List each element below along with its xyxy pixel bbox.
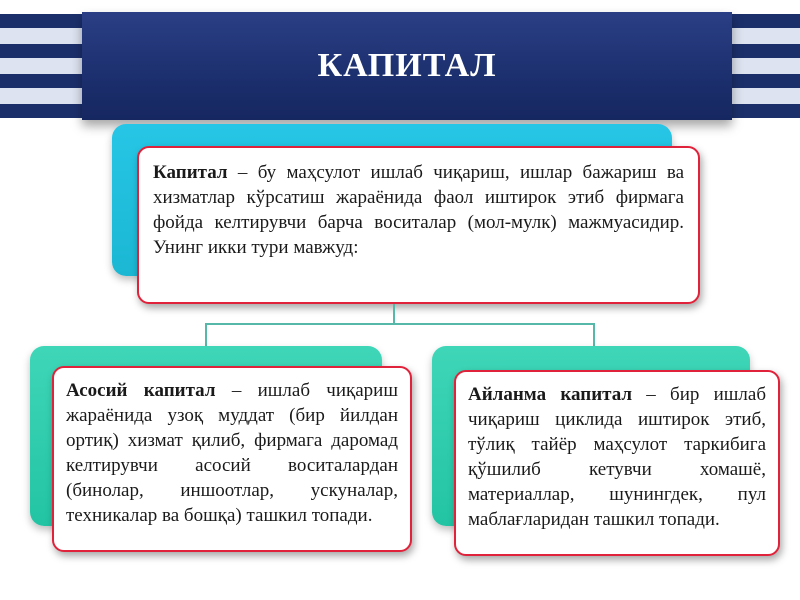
connector-line: [393, 304, 395, 324]
definition-term: Капитал: [153, 162, 228, 183]
working-capital-card: [454, 370, 780, 556]
working-capital-term: Айланма капитал: [468, 384, 633, 405]
fixed-capital-text: – ишлаб чиқариш жараёнида узоқ муддат (бир йилдан ортиқ) хизмат қилиб, фирмага даромад келтирувчи асосий воситалардан (бинолар, иншоотлар, ускуналар, техникалар ва бошқа) ташкил топади.: [66, 380, 398, 526]
fixed-capital-term: Асосий капитал: [66, 380, 216, 401]
definition-card: [137, 146, 700, 304]
connector-line: [593, 323, 595, 348]
title-banner: [82, 12, 732, 120]
definition-text: – бу маҳсулот ишлаб чиқариш, ишлар бажариш ва хизматлар кўрсатиш жараёнида фаол иштирок этиб фирмага фойда келтирувчи барча воситалар (мол-мулк) мажмуасидир. Унинг икки тури мавжуд:: [153, 162, 684, 258]
working-capital-text: – бир ишлаб чиқариш циклида иштирок этиб, тўлиқ тайёр маҳсулот таркибига қўшилиб кетувчи хомашё, материаллар, шунингдек, пул маблағларидан ташкил топади.: [468, 384, 766, 530]
connector-line: [205, 323, 207, 348]
connector-line: [205, 323, 595, 325]
fixed-capital-card: [52, 366, 412, 552]
page-title: КАПИТАЛ: [317, 47, 497, 84]
